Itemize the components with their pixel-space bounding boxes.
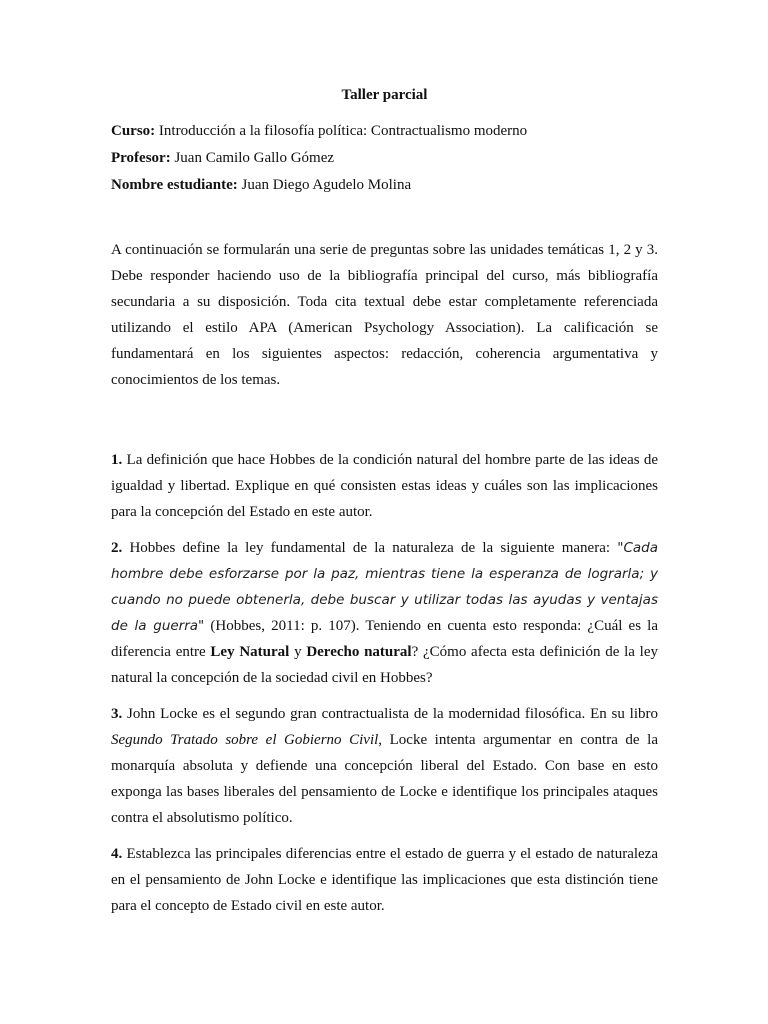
professor-label: Profesor:: [111, 150, 171, 166]
professor-value: Juan Camilo Gallo Gómez: [174, 150, 335, 166]
question-2-text-a: Hobbes define la ley fundamental de la naturaleza de la siguiente manera:: [129, 540, 618, 556]
student-line: [111, 174, 658, 197]
question-2-text-d: ? ¿Cómo afecta esta definición de la ley natural la concepción de la sociedad civil en Hobbes?: [111, 644, 658, 686]
question-2-term-ley-natural: Ley Natural: [210, 644, 290, 660]
question-3-text-b: , Locke intenta argumentar en contra de la monarquía absoluta y defiende una concepción liberal del Estado. Con base en esto exponga las bases liberales del pensamiento de Locke e identifique los principales ataques contra el absolutismo político.: [111, 732, 658, 826]
question-2-text-c: y: [289, 644, 307, 660]
question-3-text-a: John Locke es el segundo gran contractualista de la modernidad filosófica. En su libro: [127, 706, 658, 722]
question-2-term-derecho-natural: Derecho natural: [306, 644, 412, 660]
question-2: [111, 535, 658, 691]
question-2-text-b: (Hobbes, 2011: p. 107). Teniendo en cuenta esto responda: ¿Cuál es la diferencia entre: [111, 618, 659, 660]
student-label: Nombre estudiante:: [111, 177, 238, 193]
question-3: [111, 701, 658, 831]
question-2-quote: "Cada hombre debe esforzarse por la paz, mientras tiene la esperanza de lograrla; y cuando no puede obtenerla, debe buscar y utilizar todas las ayudas y ventajas de la guerra": [111, 540, 658, 634]
question-list: [111, 447, 658, 919]
professor-line: [111, 147, 658, 170]
question-2-number: 2.: [111, 540, 123, 556]
question-4-number: 4.: [111, 846, 123, 862]
course-line: [111, 120, 658, 143]
question-1-number: 1.: [111, 452, 123, 468]
course-value: Introducción a la filosofía política: Contractualismo moderno: [158, 123, 528, 139]
student-value: Juan Diego Agudelo Molina: [241, 177, 412, 193]
course-label: Curso:: [111, 123, 156, 139]
document-page: [111, 84, 658, 929]
intro-paragraph: A continuación se formularán una serie de preguntas sobre las unidades temáticas 1, 2 y 3. Debe responder haciendo uso de la bibliografía principal del curso, más bibliografía secundaria a su disposición. Toda cita textual debe estar completamente referenciada utilizando el estilo APA (American Psychology Association). La calificación se fundamentará en los siguientes aspectos: redacción, coherencia argumentativa y conocimientos de los temas.: [111, 242, 658, 388]
question-4: [111, 841, 658, 919]
question-1-text: La definición que hace Hobbes de la condición natural del hombre parte de las ideas de igualdad y libertad. Explique en qué consisten estas ideas y cuáles son las implicaciones para la concepción del Estado en este autor.: [111, 452, 658, 520]
question-4-text: Establezca las principales diferencias entre el estado de guerra y el estado de naturaleza en el pensamiento de John Locke e identifique las implicaciones que esta distinción tiene para el concepto de Estado civil en este autor.: [111, 846, 659, 914]
question-3-number: 3.: [111, 706, 123, 722]
question-1: [111, 447, 658, 525]
question-3-book-title: Segundo Tratado sobre el Gobierno Civil: [111, 732, 379, 748]
page-title: Taller parcial: [341, 87, 428, 103]
